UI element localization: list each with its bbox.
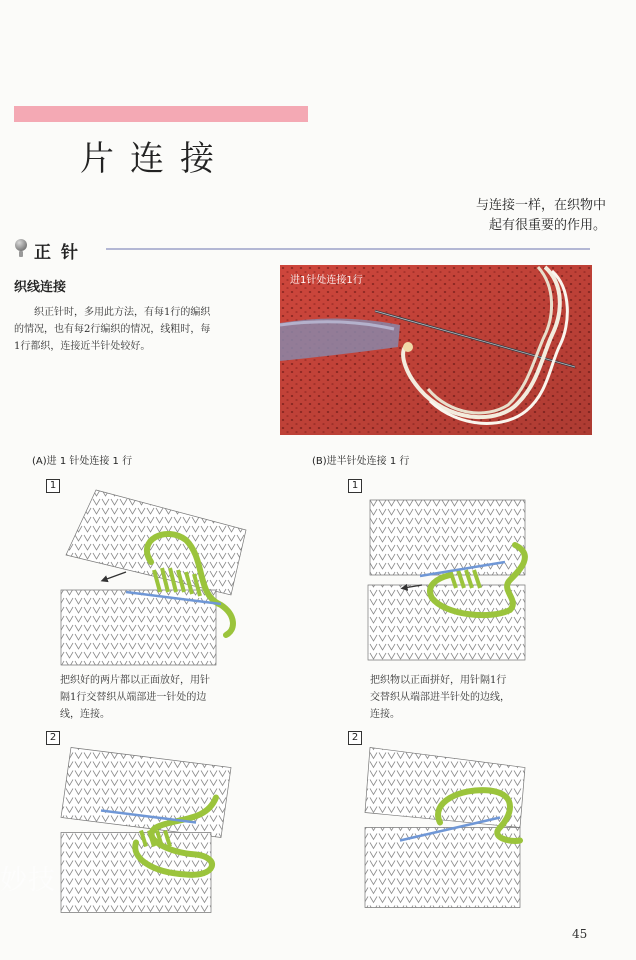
step-number-b2: 2 [348,731,362,745]
photo-caption: 进1针处连接1行 [290,275,363,286]
diagram-a1 [56,480,306,670]
watermark: 妙技 [0,865,56,896]
caption-a1-line-3: 线，连接。 [60,709,110,720]
caption-b1-line-3: 连接。 [370,709,400,720]
intro-line-2: 起有很重要的作用。 [488,218,606,233]
section-bullet-stem [19,251,23,257]
section-title: 正针 [34,243,88,263]
diagram-b2 [360,735,610,925]
caption-b1-line-2: 交替织从端部进半针处的边线， [370,692,510,703]
intro-text [416,196,606,236]
title-accent-bar [14,106,308,122]
section-bullet-icon [15,239,27,251]
caption-a1-line-2: 隔1行交替织从端部进一针处的边 [60,692,207,703]
column-label-a: (A)进 1 针处连接 1 行 [32,456,133,467]
diagram-a2 [56,735,306,925]
knitting-photo [280,265,592,435]
intro-line-1: 与连接一样，在织物中 [475,198,606,213]
page-number: 45 [572,927,588,941]
diagram-b1 [360,490,610,680]
caption-b1-line-1: 把织物以正面拼好，用针隔1行 [370,675,507,686]
knitting-photo-image [280,265,592,435]
page-title: 片连接 [80,139,230,179]
caption-b1 [370,672,510,723]
subsection-title: 织线连接 [14,280,67,295]
step-number-a1: 1 [46,479,60,493]
step-number-a2: 2 [46,731,60,745]
column-label-b: (B)进半针处连接 1 行 [312,456,410,467]
caption-a1 [60,672,210,723]
body-text: 织正针时，多用此方法，有每1行的编织的情况，也有每2行编织的情况，线粗时，每1行都织，连接近半针处较好。 [14,307,211,352]
caption-a1-line-1: 把织好的两片都以正面放好，用针 [60,675,210,686]
step-number-b1: 1 [348,479,362,493]
section-divider [106,248,590,250]
